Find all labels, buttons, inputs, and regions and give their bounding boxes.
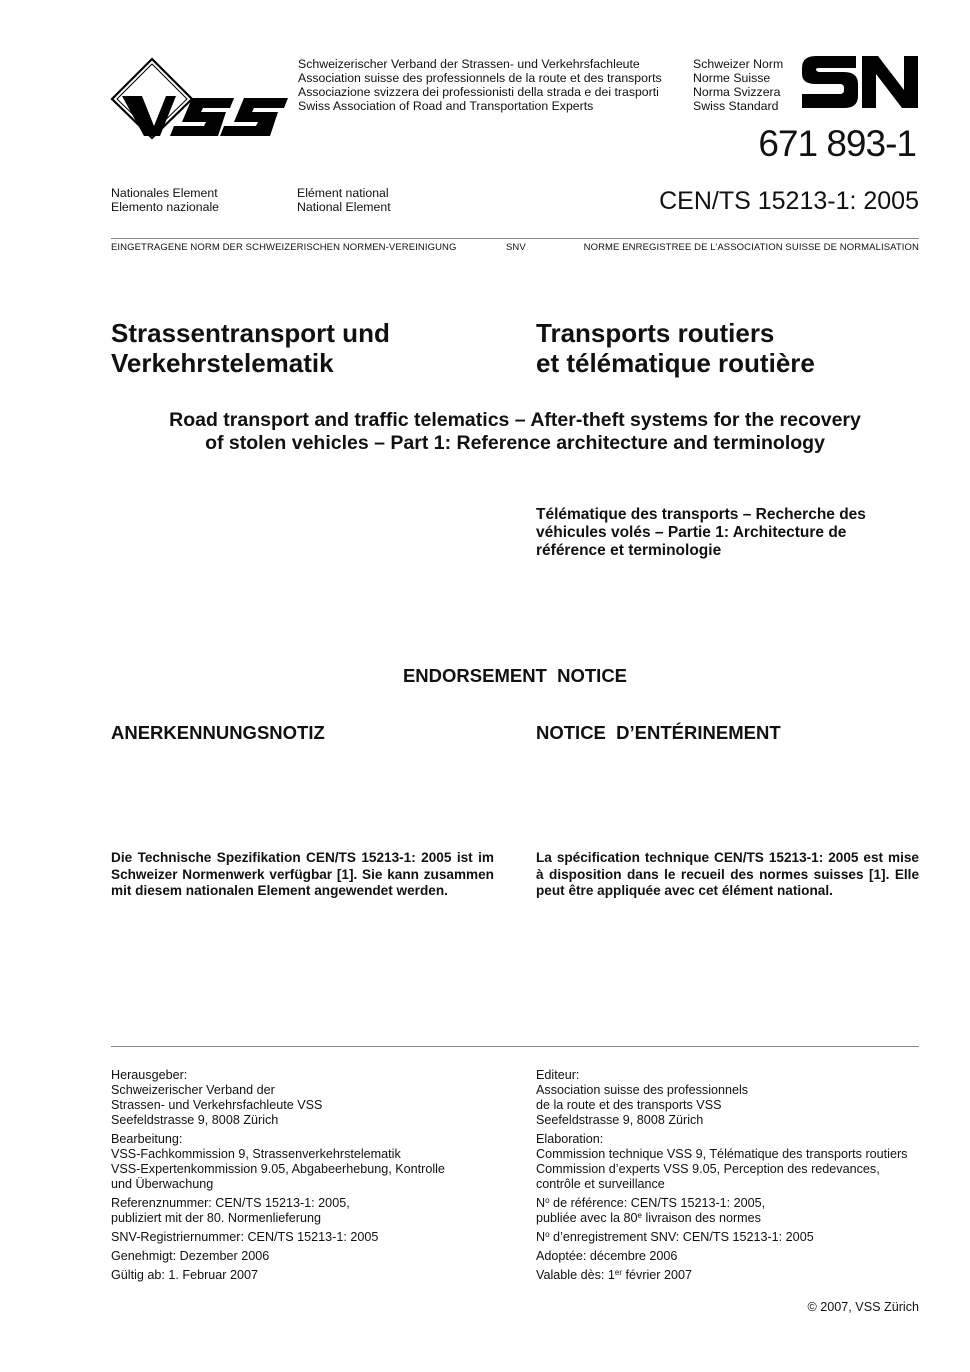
registry-left: EINGETRAGENE NORM DER SCHWEIZERISCHEN NORMEN-VEREINIGUNG — [111, 242, 457, 253]
imprint-de-ref-1: Referenznummer: CEN/TS 15213-1: 2005, — [111, 1196, 350, 1210]
imprint-fr-reference — [536, 1196, 920, 1226]
norm-type-en: Swiss Standard — [693, 99, 779, 113]
imprint-fr-ref-2-sup: e — [637, 1211, 642, 1220]
subtitle-fr-line3: référence et terminologie — [536, 542, 722, 559]
norm-type-de: Schweizer Norm — [693, 57, 784, 71]
imprint-fr-ref-1-sup: o — [545, 1196, 550, 1205]
imprint-de-editing-3: und Überwachung — [111, 1177, 214, 1191]
imprint-fr-approved — [536, 1249, 920, 1264]
element-label-en: National Element — [297, 200, 391, 214]
imprint-de-publisher — [111, 1068, 511, 1128]
imprint-de-editing-1: VSS-Fachkommission 9, Strassenverkehrstelematik — [111, 1147, 401, 1161]
imprint-de-publisher-3: Seefeldstrasse 9, 8008 Zürich — [111, 1113, 279, 1127]
sn-mark — [802, 56, 920, 110]
element-labels-right — [297, 186, 477, 214]
title-en-line1: Road transport and traffic telematics – After-theft systems for the recovery — [169, 409, 861, 431]
imprint-fr-publisher — [536, 1068, 920, 1128]
vss-logo-icon — [108, 56, 292, 140]
imprint-fr-valid — [536, 1268, 920, 1283]
association-name-de: Schweizerischer Verband der Strassen- und Verkehrsfachleute — [298, 57, 640, 71]
imprint-de-ref-2: publiziert mit der 80. Normenlieferung — [111, 1211, 321, 1225]
imprint-de-valid — [111, 1268, 511, 1283]
imprint-fr-publisher-label: Editeur: — [536, 1068, 580, 1082]
title-en-line2: of stolen vehicles – Part 1: Reference architecture and terminology — [205, 432, 825, 454]
imprint-fr-snv-text — [536, 1230, 920, 1245]
imprint-fr-snv-pre: N — [536, 1230, 546, 1244]
notice-heading-fr: NOTICE D’ENTÉRINEMENT — [536, 722, 781, 743]
imprint-fr-snv — [536, 1230, 920, 1245]
imprint-de-approved — [111, 1249, 511, 1264]
imprint-fr-approved-text: Adoptée: décembre 2006 — [536, 1249, 678, 1263]
registry-right: NORME ENREGISTREE DE L’ASSOCIATION SUISSE DE NORMALISATION — [583, 242, 919, 253]
title-fr-line2: et télématique routière — [536, 348, 815, 378]
imprint-fr-editing-2: Commission d’experts VSS 9.05, Perception des redevances, — [536, 1162, 880, 1176]
imprint-fr-publisher-3: Seefeldstrasse 9, 8008 Zürich — [536, 1113, 704, 1127]
imprint-fr-valid-text — [536, 1268, 920, 1283]
title-en — [111, 409, 919, 455]
imprint-divider — [111, 1046, 919, 1047]
imprint-de-approved-text: Genehmigt: Dezember 2006 — [111, 1249, 270, 1263]
element-label-fr: Elément national — [297, 186, 389, 200]
norm-number: 671 893-1 — [758, 123, 916, 164]
vss-logo — [108, 56, 292, 140]
imprint-de-valid-text: Gültig ab: 1. Februar 2007 — [111, 1268, 259, 1282]
imprint-fr-editing — [536, 1132, 920, 1192]
registry-divider — [111, 238, 919, 239]
imprint-fr-ref-1-post: de référence: CEN/TS 15213-1: 2005, — [549, 1196, 766, 1210]
subtitle-fr-line2: véhicules volés – Partie 1: Architecture de — [536, 524, 847, 541]
imprint-fr-valid-pre: Valable dès: 1 — [536, 1268, 615, 1282]
title-fr — [536, 318, 920, 378]
element-labels-left — [111, 186, 291, 214]
imprint-fr-publisher-2: de la route et des transports VSS — [536, 1098, 722, 1112]
title-de-line2: Verkehrstelematik — [111, 348, 334, 378]
title-de-line1: Strassentransport und — [111, 318, 390, 348]
imprint-fr-editing-1: Commission technique VSS 9, Télématique des transports routiers — [536, 1147, 908, 1161]
registry-mid: SNV — [506, 242, 526, 253]
element-label-it: Elemento nazionale — [111, 200, 220, 214]
imprint-de — [111, 1068, 511, 1287]
imprint-de-snv — [111, 1230, 511, 1245]
title-de — [111, 318, 511, 378]
norm-type-fr: Norme Suisse — [693, 71, 771, 85]
notice-text-de: Die Technische Spezifikation CEN/TS 15213-1: 2005 ist im Schweizer Normenwerk verfügbar [1]. Sie kann zusammen mit diesem nationalen Element angewendet werden. — [111, 850, 494, 898]
imprint-fr-ref-1 — [536, 1196, 920, 1211]
norm-type-labels — [693, 57, 798, 113]
imprint-de-publisher-1: Schweizerischer Verband der — [111, 1083, 275, 1097]
imprint-de-publisher-2: Strassen- und Verkehrsfachleute VSS — [111, 1098, 323, 1112]
imprint-fr-ref-2 — [536, 1211, 920, 1226]
subtitle-fr — [536, 506, 920, 560]
notice-heading-de: ANERKENNUNGSNOTIZ — [111, 722, 325, 743]
imprint-de-publisher-label: Herausgeber: — [111, 1068, 188, 1082]
association-name-it: Associazione svizzera dei professionisti della strada e dei trasporti — [298, 85, 659, 99]
cen-reference: CEN/TS 15213-1: 2005 — [659, 187, 919, 215]
sn-mark-icon — [802, 56, 920, 110]
norm-type-it: Norma Svizzera — [693, 85, 781, 99]
imprint-fr — [536, 1068, 920, 1287]
imprint-fr-ref-2-pre: publiée avec la 80 — [536, 1211, 638, 1225]
imprint-de-editing — [111, 1132, 511, 1192]
association-name-en: Swiss Association of Road and Transportation Experts — [298, 99, 594, 113]
imprint-fr-editing-label: Elaboration: — [536, 1132, 604, 1146]
imprint-de-snv-text: SNV-Registriernummer: CEN/TS 15213-1: 2005 — [111, 1230, 379, 1244]
imprint-fr-ref-2-post: livraison des normes — [641, 1211, 761, 1225]
element-label-de: Nationales Element — [111, 186, 218, 200]
imprint-fr-ref-1-pre: N — [536, 1196, 546, 1210]
imprint-fr-snv-sup: o — [545, 1230, 550, 1239]
association-names — [298, 57, 688, 113]
title-fr-line1: Transports routiers — [536, 318, 775, 348]
imprint-de-editing-label: Bearbeitung: — [111, 1132, 183, 1146]
imprint-de-reference — [111, 1196, 511, 1226]
imprint-fr-snv-post: d’enregistrement SNV: CEN/TS 15213-1: 2005 — [549, 1230, 814, 1244]
imprint-fr-editing-3: contrôle et surveillance — [536, 1177, 665, 1191]
imprint-fr-publisher-1: Association suisse des professionnels — [536, 1083, 749, 1097]
association-name-fr: Association suisse des professionnels de la route et des transports — [298, 71, 662, 85]
imprint-fr-valid-sup: er — [614, 1268, 623, 1277]
imprint-fr-valid-post: février 2007 — [622, 1268, 693, 1282]
notice-text-fr: La spécification technique CEN/TS 15213-1: 2005 est mise à disposition dans le recueil des normes suisses [1]. Elle peut être appliquée avec cet élément national. — [536, 850, 919, 898]
endorsement-notice-heading: ENDORSEMENT NOTICE — [402, 665, 628, 686]
imprint-de-editing-2: VSS-Expertenkommission 9.05, Abgabeerhebung, Kontrolle — [111, 1162, 445, 1176]
subtitle-fr-line1: Télématique des transports – Recherche des — [536, 506, 866, 523]
copyright: © 2007, VSS Zürich — [807, 1300, 919, 1314]
